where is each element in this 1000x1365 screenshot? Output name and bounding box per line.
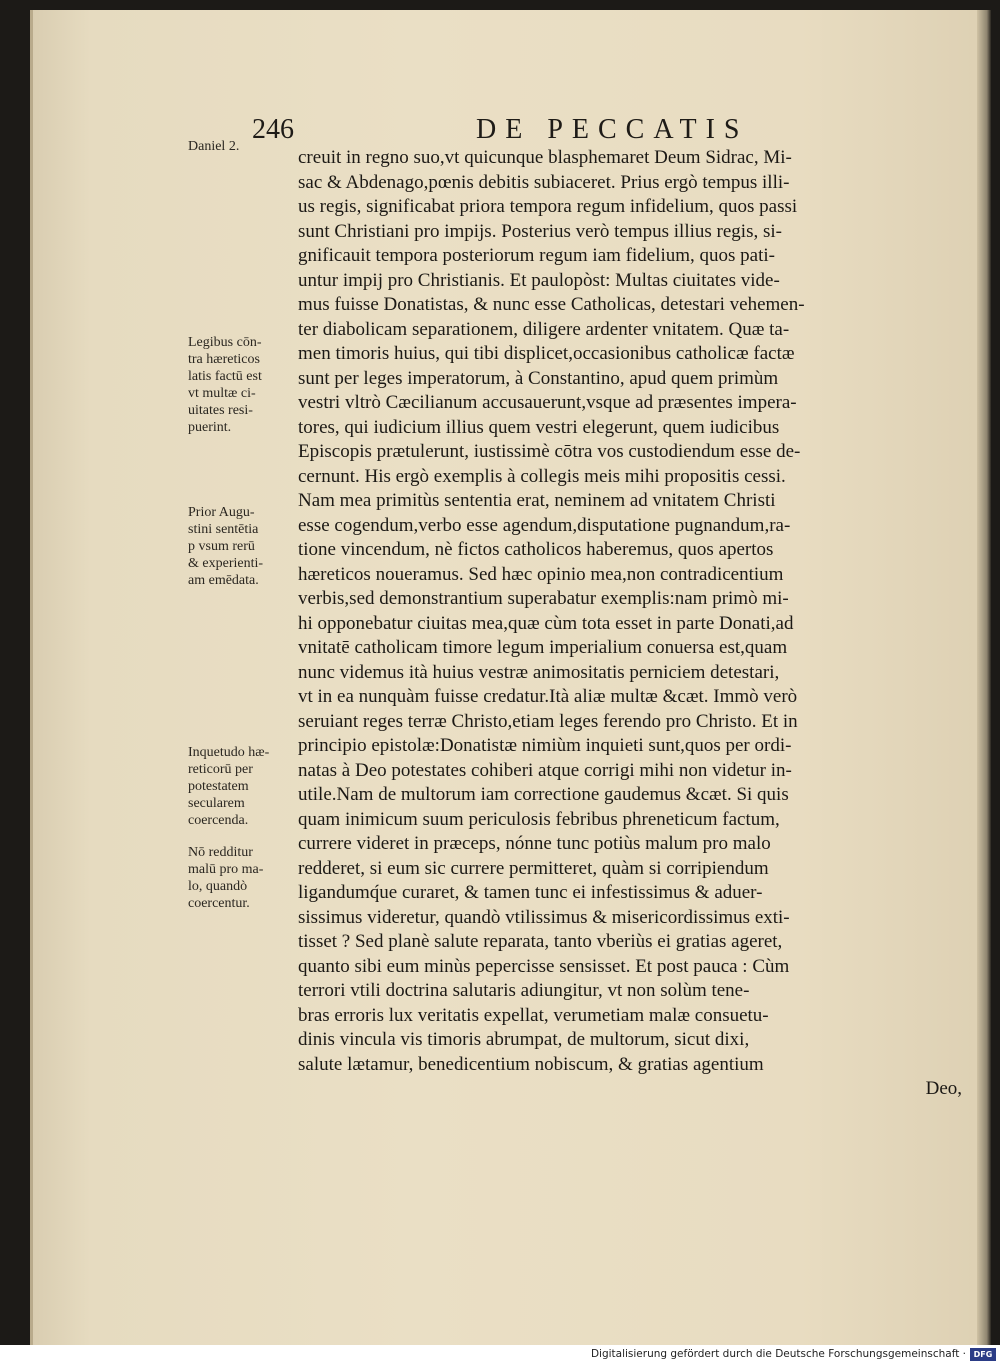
footer-bar bbox=[0, 1345, 1000, 1365]
text-line: tione vincendum, nè fictos catholicos haberemus, quos apertos bbox=[298, 539, 774, 560]
text-line: esse cogendum,verbo esse agendum,disputatione pugnandum,ra- bbox=[298, 514, 791, 536]
text-line: untur impij pro Christianis. Et paulopòst: Multas ciuitates vide- bbox=[298, 269, 780, 291]
text-line: hæreticos noueramus. Sed hæc opinio mea,non contradicentium bbox=[298, 563, 784, 585]
text-line: verbis,sed demonstrantium superabatur exemplis:nam primò mi- bbox=[298, 588, 789, 609]
text-line: sunt per leges imperatorum, à Constantino, apud quem primùm bbox=[298, 367, 779, 389]
text-line: ligandumq́ue curaret, & tamen tunc ei infestissimus & aduer- bbox=[298, 882, 763, 903]
text-line: gnificauit tempora posteriorum regum iam fidelium, quos pati- bbox=[298, 245, 775, 266]
text-line: hi opponebatur ciuitas mea,quæ cùm tota esset in parte Donati,ad bbox=[298, 612, 794, 634]
text-line: sissimus videretur, quandò vtilissimus & misericordissimus exti- bbox=[298, 906, 790, 928]
text-line: sunt Christiani pro impijs. Posterius verò tempus illius regis, si- bbox=[298, 220, 782, 242]
margin-note-prior: Prior Augu- stini sentētia p vsum rerū & experienti- am emēdata. bbox=[188, 505, 264, 588]
text-line: nunc videmus ità huius vestræ animositatis perniciem detestari, bbox=[298, 661, 780, 683]
text-line: ter diabolicam separationem, diligere ardenter vnitatem. Quæ ta- bbox=[298, 318, 790, 340]
text-line: redderet, si eum sic currere permitteret, quàm si corripiendum bbox=[298, 857, 769, 879]
running-head: DE PECCATIS bbox=[476, 114, 749, 145]
text-line: utile.Nam de multorum iam correctione gaudemus &cæt. Si quis bbox=[298, 784, 789, 805]
text-line: terrori vtili doctrina salutaris adiungitur, vt non solùm tene- bbox=[298, 980, 750, 1001]
text-line: creuit in regno suo,vt quicunque blasphemaret Deum Sidrac, Mi- bbox=[298, 147, 792, 168]
text-line: Episcopis prætulerunt, iustissimè cōtra vos custodiendum esse de- bbox=[298, 441, 801, 462]
text-line: quam inimicum suum periculosis febribus phreneticum factum, bbox=[298, 808, 780, 830]
text-line: Nam mea primitùs sententia erat, neminem ad vnitatem Christi bbox=[298, 490, 776, 511]
text-line: seruiant reges terræ Christo,etiam leges ferendo pro Christo. Et in bbox=[298, 710, 798, 732]
text-line: cernunt. His ergò exemplis à collegis meis mihi propositis cessi. bbox=[298, 465, 786, 487]
page-edge-shadow bbox=[977, 10, 991, 1345]
main-text-block bbox=[298, 146, 978, 1102]
text-line: vnitatē catholicam timore legum imperialium conuersa est,quam bbox=[298, 637, 788, 658]
text-line: tores, qui iudicium illius quem vestri elegerunt, quem iudicibus bbox=[298, 416, 780, 438]
text-line: bras erroris lux veritatis expellat, verumetiam malæ consuetu- bbox=[298, 1004, 769, 1026]
text-line: natas à Deo potestates cohiberi atque corrigi mihi non videtur in- bbox=[298, 759, 792, 781]
margin-note-legibus: Legibus cōn- tra hæreticos latis factū est vt multæ ci- uitates resi- puerint. bbox=[188, 335, 262, 435]
margin-note-daniel: Daniel 2. bbox=[188, 139, 240, 154]
page-number: 246 bbox=[252, 114, 294, 145]
text-line: mus fuisse Donatistas, & nunc esse Catholicas, detestari vehemen- bbox=[298, 294, 805, 315]
catchword: Deo, bbox=[925, 1078, 962, 1099]
dfg-logo-icon: DFG bbox=[970, 1348, 996, 1361]
text-line: salute lætamur, benedicentium nobiscum, & gratias agentium bbox=[298, 1053, 764, 1075]
text-line: principio epistolæ:Donatistæ nimiùm inquieti sunt,quos per ordi- bbox=[298, 735, 792, 756]
text-line: dinis vincula vis timoris abrumpat, de multorum, sicut dixi, bbox=[298, 1029, 750, 1050]
text-line: vestri vltrò Cæcilianum accusauerunt,vsque ad præsentes impera- bbox=[298, 392, 797, 413]
text-line: sac & Abdenago,pœnis debitis subiaceret. Prius ergò tempus illi- bbox=[298, 171, 790, 193]
text-line: tisset ? Sed planè salute reparata, tanto vberiùs ei gratias ageret, bbox=[298, 931, 783, 952]
margin-note-inquietudo: Inquetudo hæ- reticorū per potestatem secularem coercenda. bbox=[188, 745, 270, 828]
text-line: vt in ea nunquàm fuisse credatur.Ità aliæ multæ &cæt. Immò verò bbox=[298, 686, 798, 707]
text-line: currere videret in præceps, nónne tunc potiùs malum pro malo bbox=[298, 833, 771, 854]
text-line: quanto sibi eum minùs pepercisse sensisset. Et post pauca : Cùm bbox=[298, 955, 790, 977]
text-line: men timoris huius, qui tibi displicet,occasionibus catholicæ factæ bbox=[298, 343, 795, 364]
funding-credit: Digitalisierung gefördert durch die Deutsche Forschungsgemeinschaft · bbox=[590, 1348, 966, 1360]
text-line: us regis, significabat priora tempora regum infidelium, quos passi bbox=[298, 196, 798, 217]
margin-note-non-redditur: Nō redditur malū pro ma- lo, quandò coercentur. bbox=[188, 845, 264, 911]
